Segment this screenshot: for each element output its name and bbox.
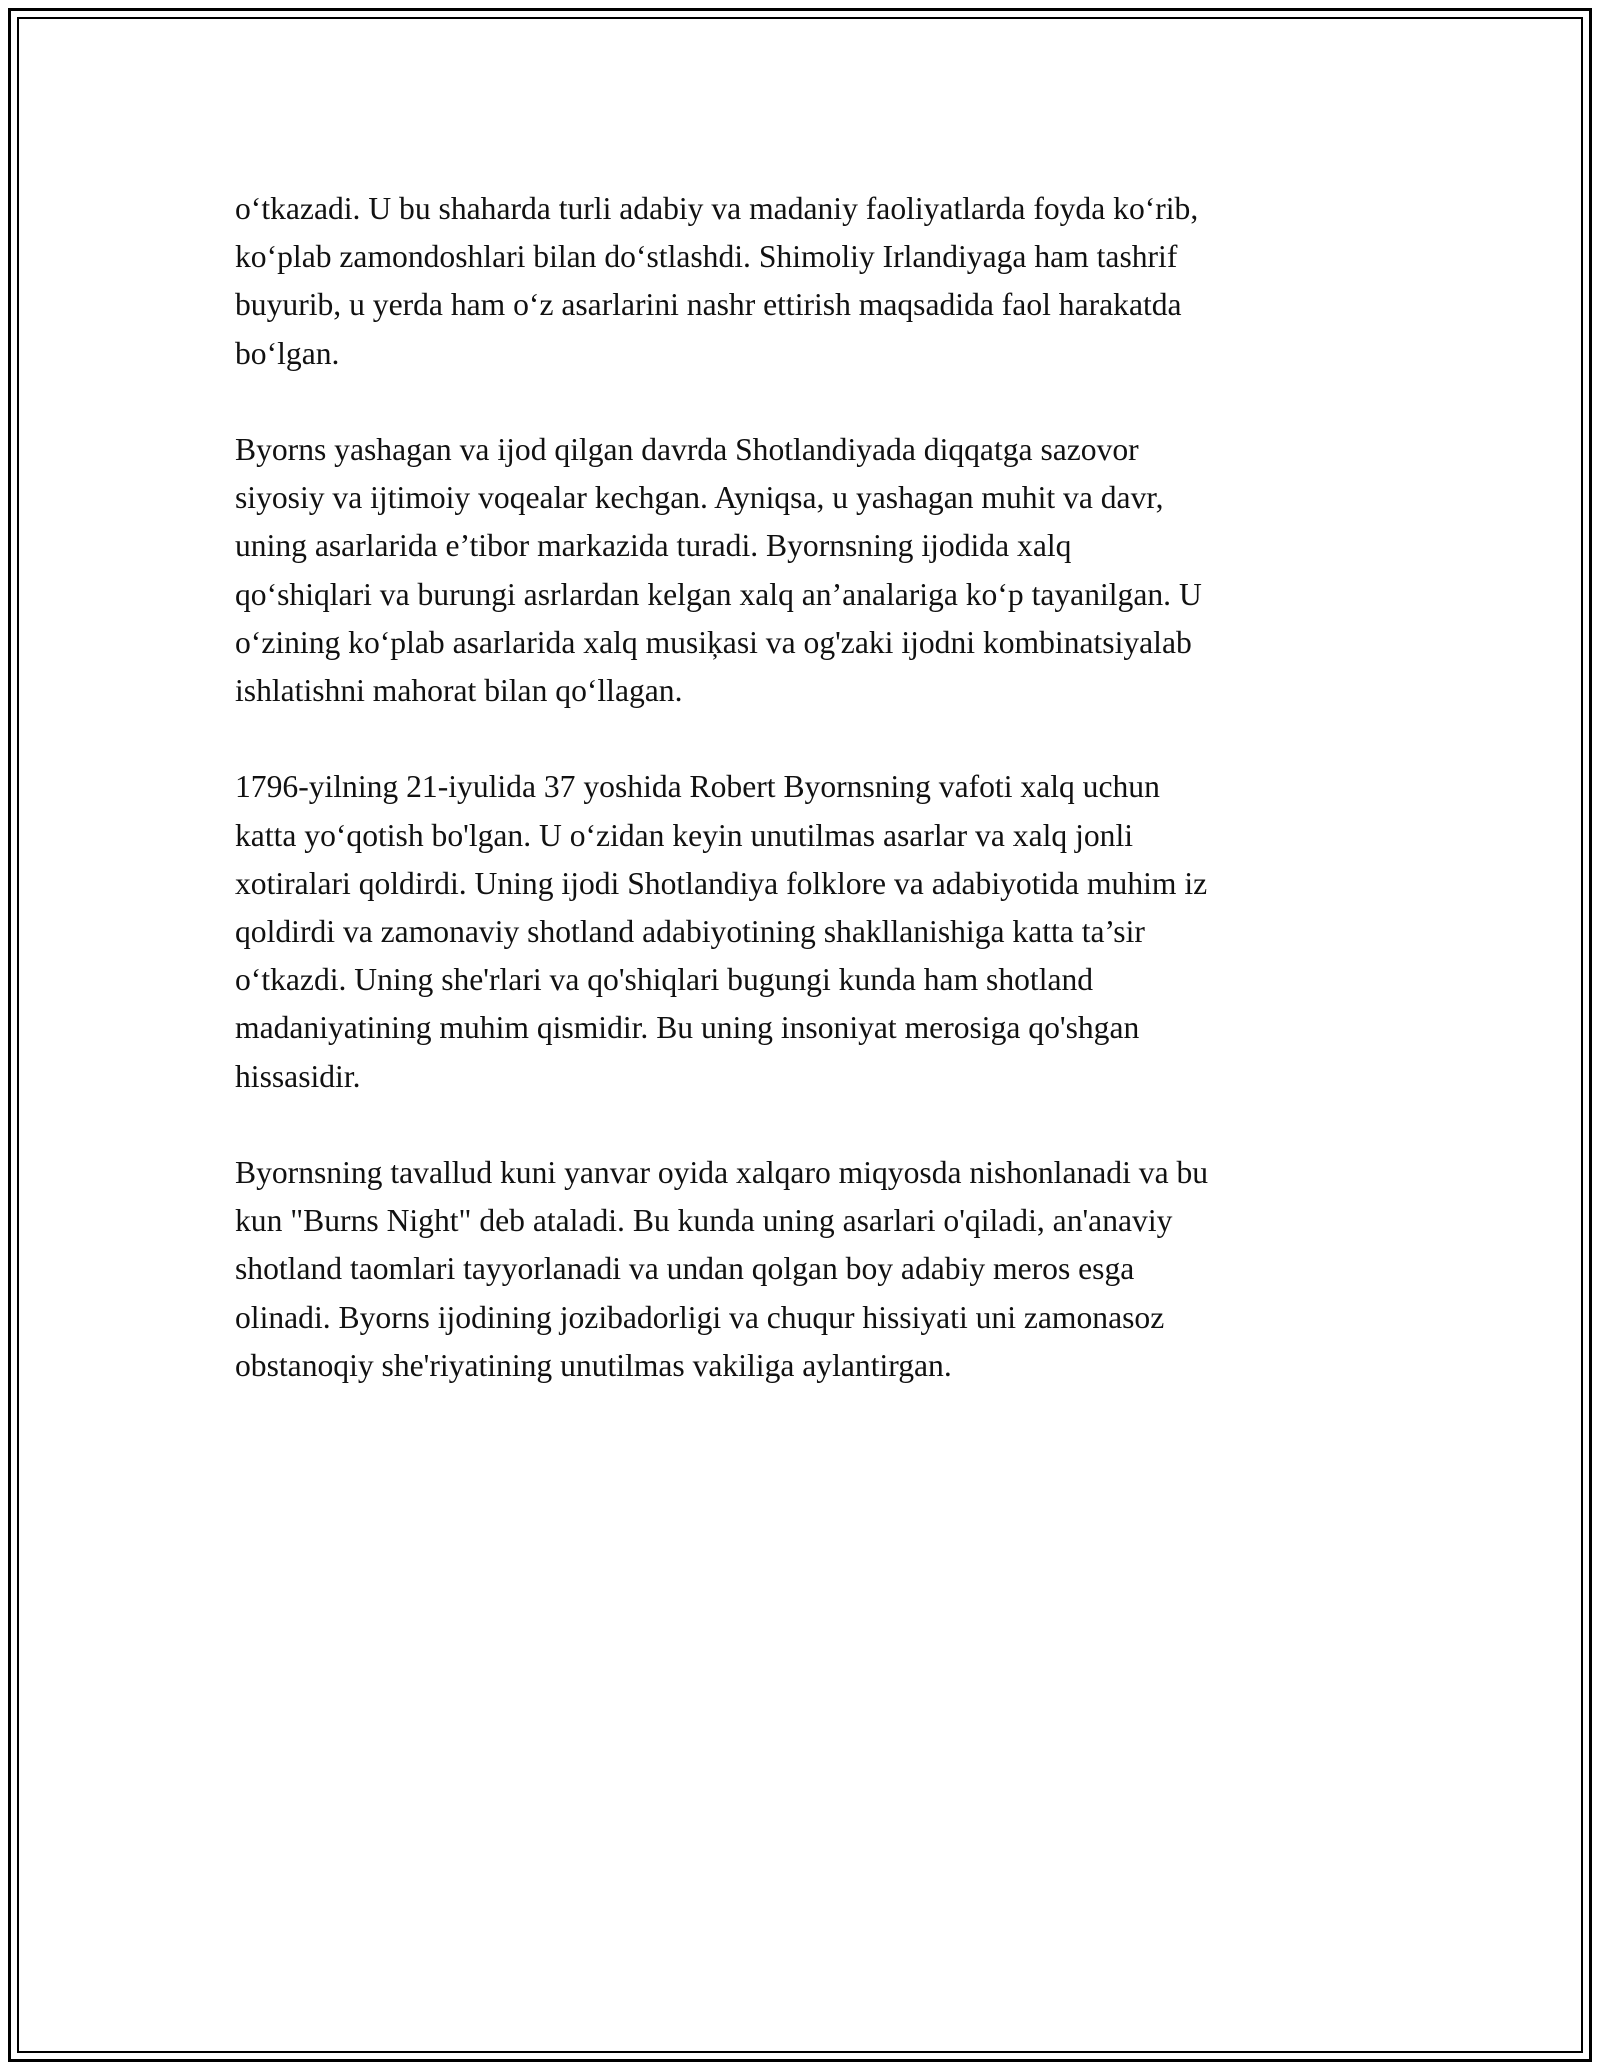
text-line: buyurib, u yerda ham o‘z asarlarini nashr ettirish maqsadida faol harakatda (235, 287, 1182, 323)
text-line: qo‘shiqlari va burungi asrlardan kelgan xalq an’analariga ko‘p tayanilgan. U (235, 576, 1202, 612)
text-line: o‘tkazdi. Uning she'rlari va qo'shiqlari bugungi kunda ham shotland (235, 962, 1094, 998)
text-line: katta yo‘qotish bo'lgan. U o‘zidan keyin unutilmas asarlar va xalq jonli (235, 817, 1133, 853)
text-line: olinadi. Byorns ijodining jozibadorligi va chuqur hissiyati uni zamonasoz (235, 1299, 1165, 1335)
text-line: Byornsning tavallud kuni yanvar oyida xalqaro miqyosda nishonlanadi va bu (235, 1155, 1209, 1191)
text-line: ishlatishni mahorat bilan qo‘llagan. (235, 673, 683, 709)
paragraph-2 (235, 426, 1375, 715)
text-line: obstanoqiy she'riyatining unutilmas vakiliga aylantirgan. (235, 1347, 952, 1383)
text-line: ko‘plab zamondoshlari bilan do‘stlashdi. Shimoliy Irlandiyaga ham tashrif (235, 239, 1178, 275)
text-line: o‘tkazadi. U bu shaharda turli adabiy va madaniy faoliyatlarda foyda ko‘rib, (235, 191, 1199, 226)
paragraph-4 (235, 1149, 1375, 1390)
text-line: madaniyatining muhim qismidir. Bu uning insoniyat merosiga qo'shgan (235, 1010, 1140, 1046)
text-line: bo‘lgan. (235, 335, 340, 371)
text-line: Byorns yashagan va ijod qilgan davrda Shotlandiyada diqqatga sazovor (235, 432, 1139, 467)
text-line: shotland taomlari tayyorlanadi va undan qolgan boy adabiy meros esga (235, 1251, 1135, 1287)
text-line: qoldirdi va zamonaviy shotland adabiyotining shakllanishiga katta ta’sir (235, 914, 1145, 950)
text-line: siyosiy va ijtimoiy voqealar kechgan. Ayniqsa, u yashagan muhit va davr, (235, 480, 1164, 516)
document-body (235, 185, 1375, 1438)
text-line: o‘zining ko‘plab asarlarida xalq musiķasi va og'zaki ijodni kombinatsiyalab (235, 624, 1192, 660)
text-line: xotiralari qoldirdi. Uning ijodi Shotlandiya folklore va adabiyotida muhim iz (235, 865, 1208, 901)
paragraph-1 (235, 185, 1375, 378)
text-line: hissasidir. (235, 1058, 361, 1094)
text-line: uning asarlarida e’tibor markazida turadi. Byornsning ijodida xalq (235, 528, 1072, 564)
text-line: kun "Burns Night" deb ataladi. Bu kunda uning asarlari o'qiladi, an'anaviy (235, 1203, 1173, 1239)
paragraph-3 (235, 763, 1375, 1100)
text-line: 1796-yilning 21-iyulida 37 yoshida Robert Byornsning vafoti xalq uchun (235, 769, 1160, 805)
